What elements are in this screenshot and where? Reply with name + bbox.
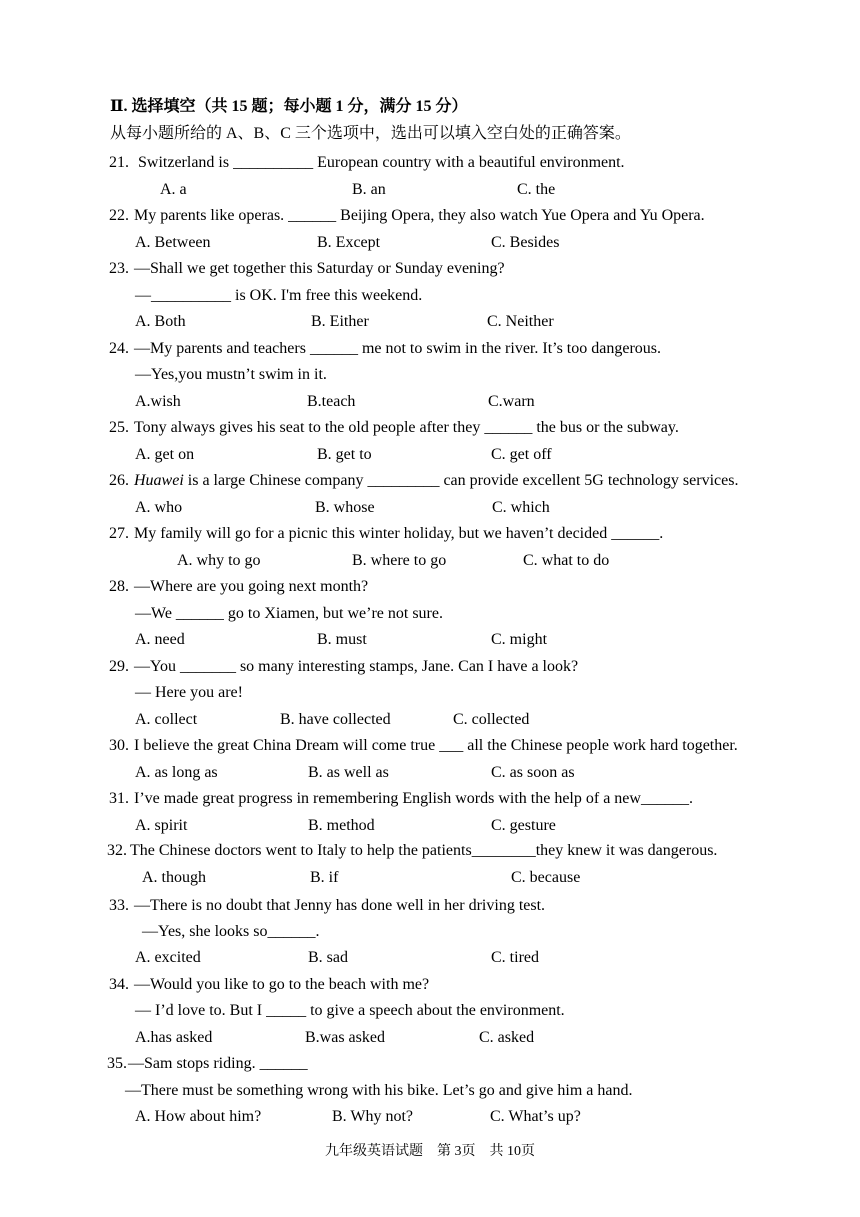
option-c: C. the (517, 181, 556, 198)
question-stem: Switzerland is __________ European country with a beautiful environment. (138, 154, 625, 171)
question-number: 31. (109, 790, 129, 807)
question-stem: My parents like operas. ______ Beijing Opera, they also watch Yue Opera and Yu Opera. (134, 207, 705, 224)
question-stem: Tony always gives his seat to the old people after they ______ the bus or the subway. (134, 419, 679, 436)
option-c: C. tired (491, 949, 539, 966)
option-a: A. a (160, 181, 187, 198)
question-stem: —My parents and teachers ______ me not to swim in the river. It’s too dangerous. (134, 340, 662, 357)
question-line-2: —We ______ go to Xiamen, but we’re not sure. (135, 605, 443, 622)
question-stem: I believe the great China Dream will come true ___ all the Chinese people work hard together. (134, 737, 738, 754)
question-number: 24. (109, 340, 129, 357)
option-c: C.warn (488, 393, 535, 410)
option-a: A. why to go (177, 552, 261, 569)
option-b: B. an (352, 181, 386, 198)
option-a: A. excited (135, 949, 201, 966)
option-a: A. Between (135, 234, 211, 251)
section-title: Ⅱ. 选择填空（共 15 题；每小题 1 分，满分 15 分） (110, 98, 468, 115)
question-stem: —Would you like to go to the beach with me? (134, 976, 430, 993)
option-b: B. Either (311, 313, 369, 330)
question-number: 22. (109, 207, 129, 224)
question-line-2: —Yes, she looks so______. (142, 923, 320, 940)
option-b: B. sad (308, 949, 348, 966)
question-number: 35. (107, 1055, 127, 1072)
question-number: 23. (109, 260, 129, 277)
option-a: A. How about him? (135, 1108, 262, 1125)
option-c: C. get off (491, 446, 552, 463)
option-b: B. as well as (308, 764, 389, 781)
question-stem: My family will go for a picnic this winter holiday, but we haven’t decided ______. (134, 525, 664, 542)
question-stem: is a large Chinese company _________ can provide excellent 5G technology services. (183, 472, 739, 489)
option-b: B. Why not? (332, 1108, 414, 1125)
question-stem: —Shall we get together this Saturday or Sunday evening? (134, 260, 505, 277)
question-stem: I’ve made great progress in remembering English words with the help of a new______. (134, 790, 693, 807)
question-number: 25. (109, 419, 129, 436)
option-a: A. who (135, 499, 183, 516)
option-b: B.was asked (305, 1029, 385, 1046)
option-c: C. collected (453, 711, 530, 728)
question-line-2: — I’d love to. But I _____ to give a speech about the environment. (135, 1002, 565, 1019)
option-b: B. must (317, 631, 367, 648)
option-b: B. get to (317, 446, 372, 463)
question-stem: —You _______ so many interesting stamps, Jane. Can I have a look? (134, 658, 579, 675)
question-number: 29. (109, 658, 129, 675)
option-c: C. gesture (491, 817, 556, 834)
option-a: A. as long as (135, 764, 218, 781)
option-a: A. need (135, 631, 185, 648)
option-a: A. spirit (135, 817, 188, 834)
option-c: C. Neither (487, 313, 554, 330)
option-b: B.teach (307, 393, 356, 410)
option-a: A. collect (135, 711, 198, 728)
question-number: 34. (109, 976, 129, 993)
option-c: C. as soon as (491, 764, 575, 781)
question-line-2: —There must be something wrong with his bike. Let’s go and give him a hand. (125, 1082, 633, 1099)
option-b: B. where to go (352, 552, 447, 569)
page-footer: 九年级英语试题 第 3页 共 10页 (325, 1144, 535, 1159)
option-c: C. might (491, 631, 548, 648)
question-line-2: —Yes,you mustn’t swim in it. (135, 366, 327, 383)
option-c: C. Besides (491, 234, 560, 251)
option-b: B. have collected (280, 711, 391, 728)
option-b: B. if (310, 869, 339, 886)
option-a: A. Both (135, 313, 186, 330)
option-a: A.wish (135, 393, 181, 410)
option-b: B. whose (315, 499, 375, 516)
question-line-2: — Here you are! (135, 684, 243, 701)
section-instruction: 从每小题所给的 A、B、C 三个选项中，选出可以填入空白处的正确答案。 (110, 125, 631, 142)
question-number: 32. (107, 842, 127, 859)
question-stem-line (134, 471, 738, 491)
option-c: C. because (511, 869, 581, 886)
question-number: 28. (109, 578, 129, 595)
question-number: 27. (109, 525, 129, 542)
option-c: C. which (492, 499, 550, 516)
question-number: 21. (109, 154, 129, 171)
option-a: A.has asked (135, 1029, 213, 1046)
option-a: A. though (142, 869, 206, 886)
question-number: 30. (109, 737, 129, 754)
option-b: B. Except (317, 234, 381, 251)
question-stem-italic: Huawei (134, 472, 184, 489)
question-stem: —There is no doubt that Jenny has done well in her driving test. (134, 897, 546, 914)
question-stem: The Chinese doctors went to Italy to help the patients________they knew it was dangerous. (130, 842, 718, 859)
option-c: C. what to do (523, 552, 610, 569)
option-a: A. get on (135, 446, 195, 463)
question-line-2: —__________ is OK. I'm free this weekend. (135, 287, 423, 304)
option-c: C. asked (479, 1029, 535, 1046)
question-stem: —Sam stops riding. ______ (128, 1055, 308, 1072)
option-c: C. What’s up? (490, 1108, 581, 1125)
question-stem: —Where are you going next month? (134, 578, 369, 595)
option-b: B. method (308, 817, 375, 834)
question-number: 33. (109, 897, 129, 914)
question-number: 26. (109, 472, 129, 489)
